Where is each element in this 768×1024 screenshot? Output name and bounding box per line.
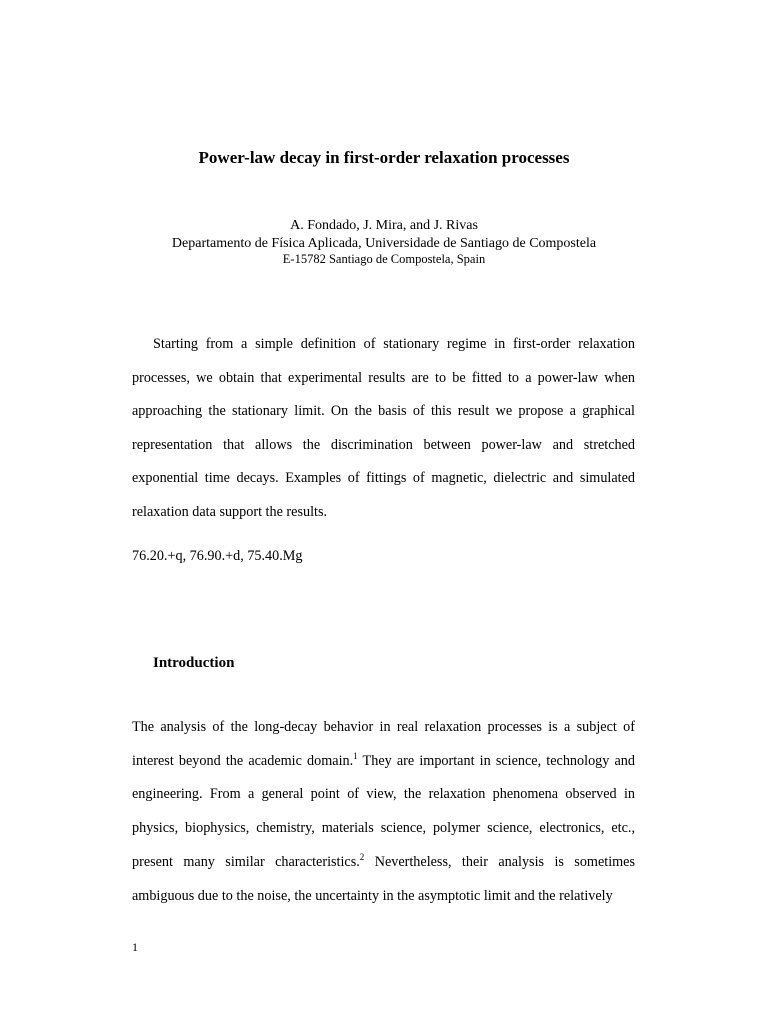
- introduction-paragraph: [132, 711, 635, 913]
- intro-text-part3: Nevertheless, their analysis is sometimes ambiguous due to the noise, the uncertainty in the asymptotic limit and the relatively: [132, 853, 635, 904]
- paper-title: Power-law decay in first-order relaxation processes: [198, 148, 570, 167]
- affiliation: Departamento de Física Aplicada, Universidade de Santiago de Compostela: [171, 236, 597, 251]
- reference-marker-2: 2: [359, 851, 365, 862]
- page-number: 1: [132, 940, 138, 954]
- section-heading-introduction: Introduction: [153, 655, 235, 671]
- intro-text-part1: The analysis of the long-decay behavior in real relaxation processes is a subject of interest beyond the academic domain.: [132, 719, 635, 769]
- address: E-15782 Santiago de Compostela, Spain: [282, 252, 486, 266]
- abstract: Starting from a simple definition of stationary regime in first-order relaxation processes, we obtain that experimental results are to be fitted to a power-law when approaching the stationary limit. On the basis of this result we propose a graphical representation that allows the discrimination between power-law and stretched exponential time decays. Examples of fittings of magnetic, dielectric and simulated relaxation data support the results.: [132, 336, 635, 520]
- pacs-codes: 76.20.+q, 76.90.+d, 75.40.Mg: [132, 548, 303, 564]
- reference-marker-1: 1: [353, 750, 358, 761]
- author-list: A. Fondado, J. Mira, and J. Rivas: [290, 218, 478, 233]
- intro-text-part2: They are important in science, technology and engineering. From a general point of view, the relaxation phenomena observed in physics, biophysics, chemistry, materials science, polymer science, electronics, etc., present many similar characteristics.: [132, 752, 635, 870]
